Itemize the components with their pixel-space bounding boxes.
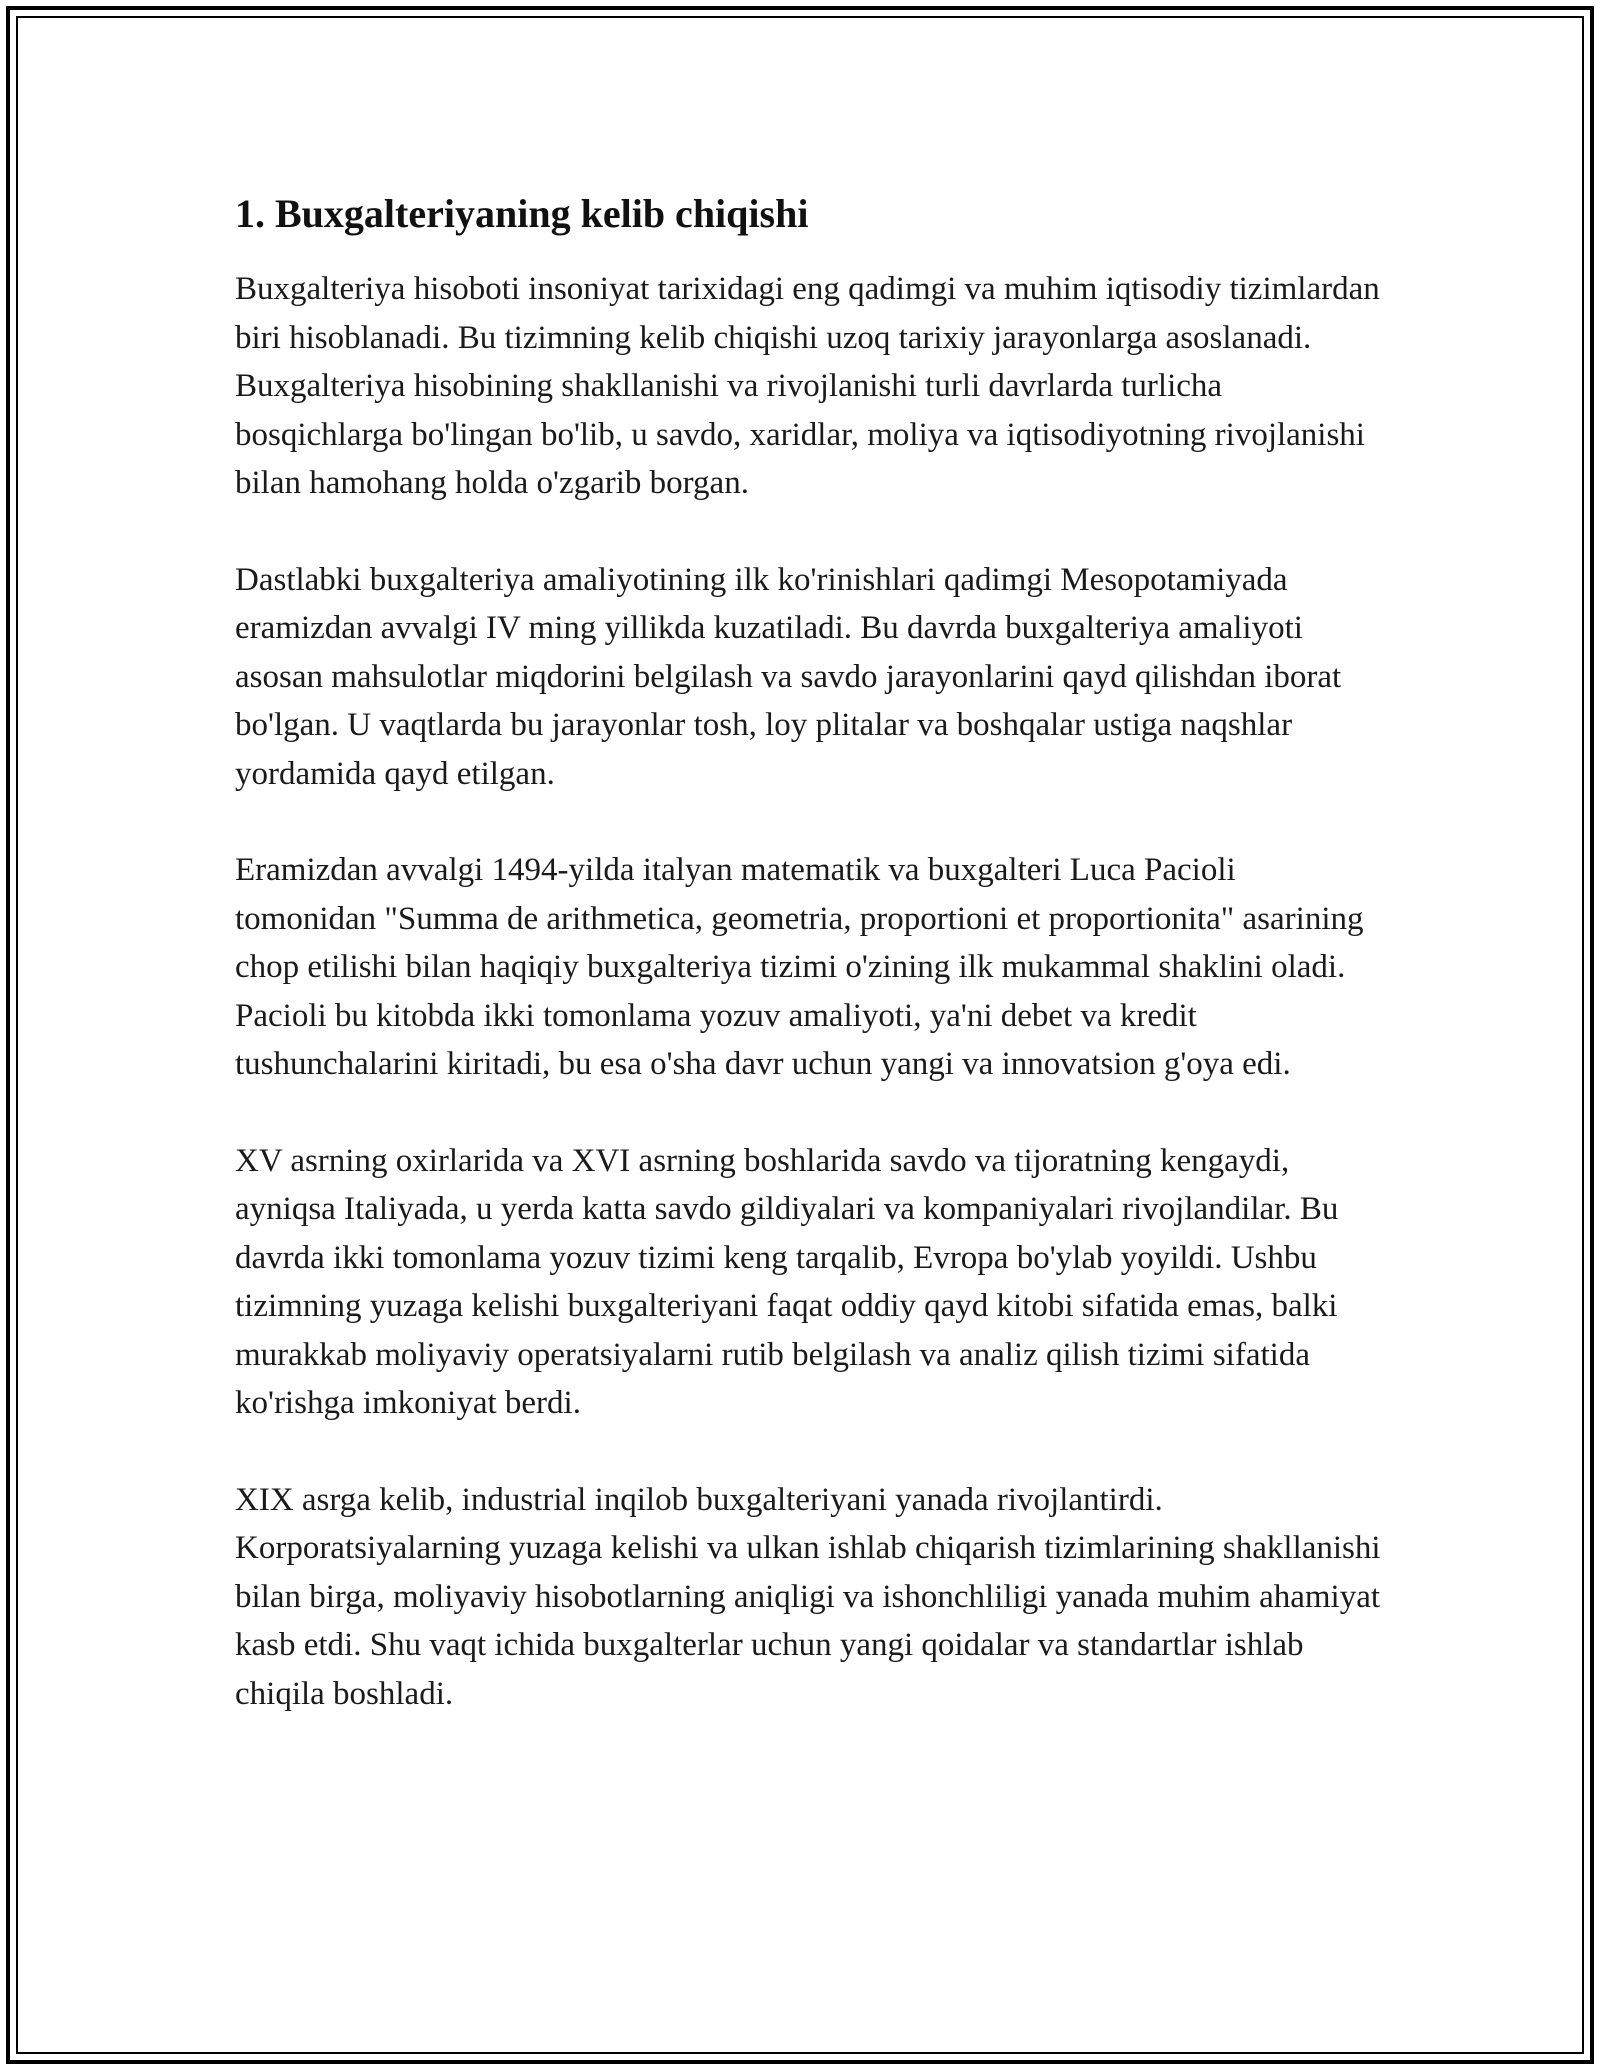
paragraph-19th-century: XIX asrga kelib, industrial inqilob buxgalteriyani yanada rivojlantirdi. Korporatsiyalarning yuzaga kelishi va ulkan ishlab chiqarish tizimlarining shakllanishi bilan birga, moliyaviy hisobotlarning aniqligi va ishonchliligi yanada muhim ahamiyat kasb etdi. Shu vaqt ichida buxgalterlar uchun yangi qoidalar va standartlar ishlab chiqila boshladi. xyxy=(235,1481,1381,1712)
section-title: 1. Buxgalteriyaning kelib chiqishi xyxy=(235,191,809,236)
paragraph-mesopotamia: Dastlabki buxgalteriya amaliyotining ilk ko'rinishlari qadimgi Mesopotamiyada eramizdan avvalgi IV ming yillikda kuzatiladi. Bu davrda buxgalteriya amaliyoti asosan mahsulotlar miqdorini belgilash va savdo jarayonlarini qayd qilishdan iborat bo'lgan. U vaqtlarda bu jarayonlar tosh, loy plitalar va boshqalar ustiga naqshlar yordamida qayd etilgan. xyxy=(235,561,1342,792)
paragraph-pacioli: Eramizdan avvalgi 1494-yilda italyan matematik va buxgalteri Luca Pacioli tomonidan "Summa de arithmetica, geometria, proportioni et proportionita" asarining chop etilishi bilan haqiqiy buxgalteriya tizimi o'zining ilk mukammal shaklini oladi. Pacioli bu kitobda ikki tomonlama yozuv amaliyoti, ya'ni debet va kredit tushunchalarini kiritadi, bu esa o'sha davr uchun yangi va innovatsion g'oya edi. xyxy=(235,852,1364,1082)
document-body xyxy=(235,186,1385,1718)
paragraph-15th-16th-century: XV asrning oxirlarida va XVI asrning boshlarida savdo va tijoratning kengaydi, ayniqsa Italiyada, u yerda katta savdo gildiyalari va kompaniyalari rivojlandilar. Bu davrda ikki tomonlama yozuv tizimi keng tarqalib, Evropa bo'ylab yoyildi. Ushbu tizimning yuzaga kelishi buxgalteriyani faqat oddiy qayd kitobi sifatida emas, balki murakkab moliyaviy operatsiyalarni rutib belgilash va analiz qilish tizimi sifatida ko'rishga imkoniyat berdi. xyxy=(235,1142,1339,1421)
paragraph-origins-overview: Buxgalteriya hisoboti insoniyat tarixidagi eng qadimgi va muhim iqtisodiy tizimlardan biri hisoblanadi. Bu tizimning kelib chiqishi uzoq tarixiy jarayonlarga asoslanadi. Buxgalteriya hisobining shakllanishi va rivojlanishi turli davrlarda turlicha bosqichlarga bo'lingan bo'lib, u savdo, xaridlar, moliya va iqtisodiyotning rivojlanishi bilan hamohang holda o'zgarib borgan. xyxy=(235,271,1380,501)
